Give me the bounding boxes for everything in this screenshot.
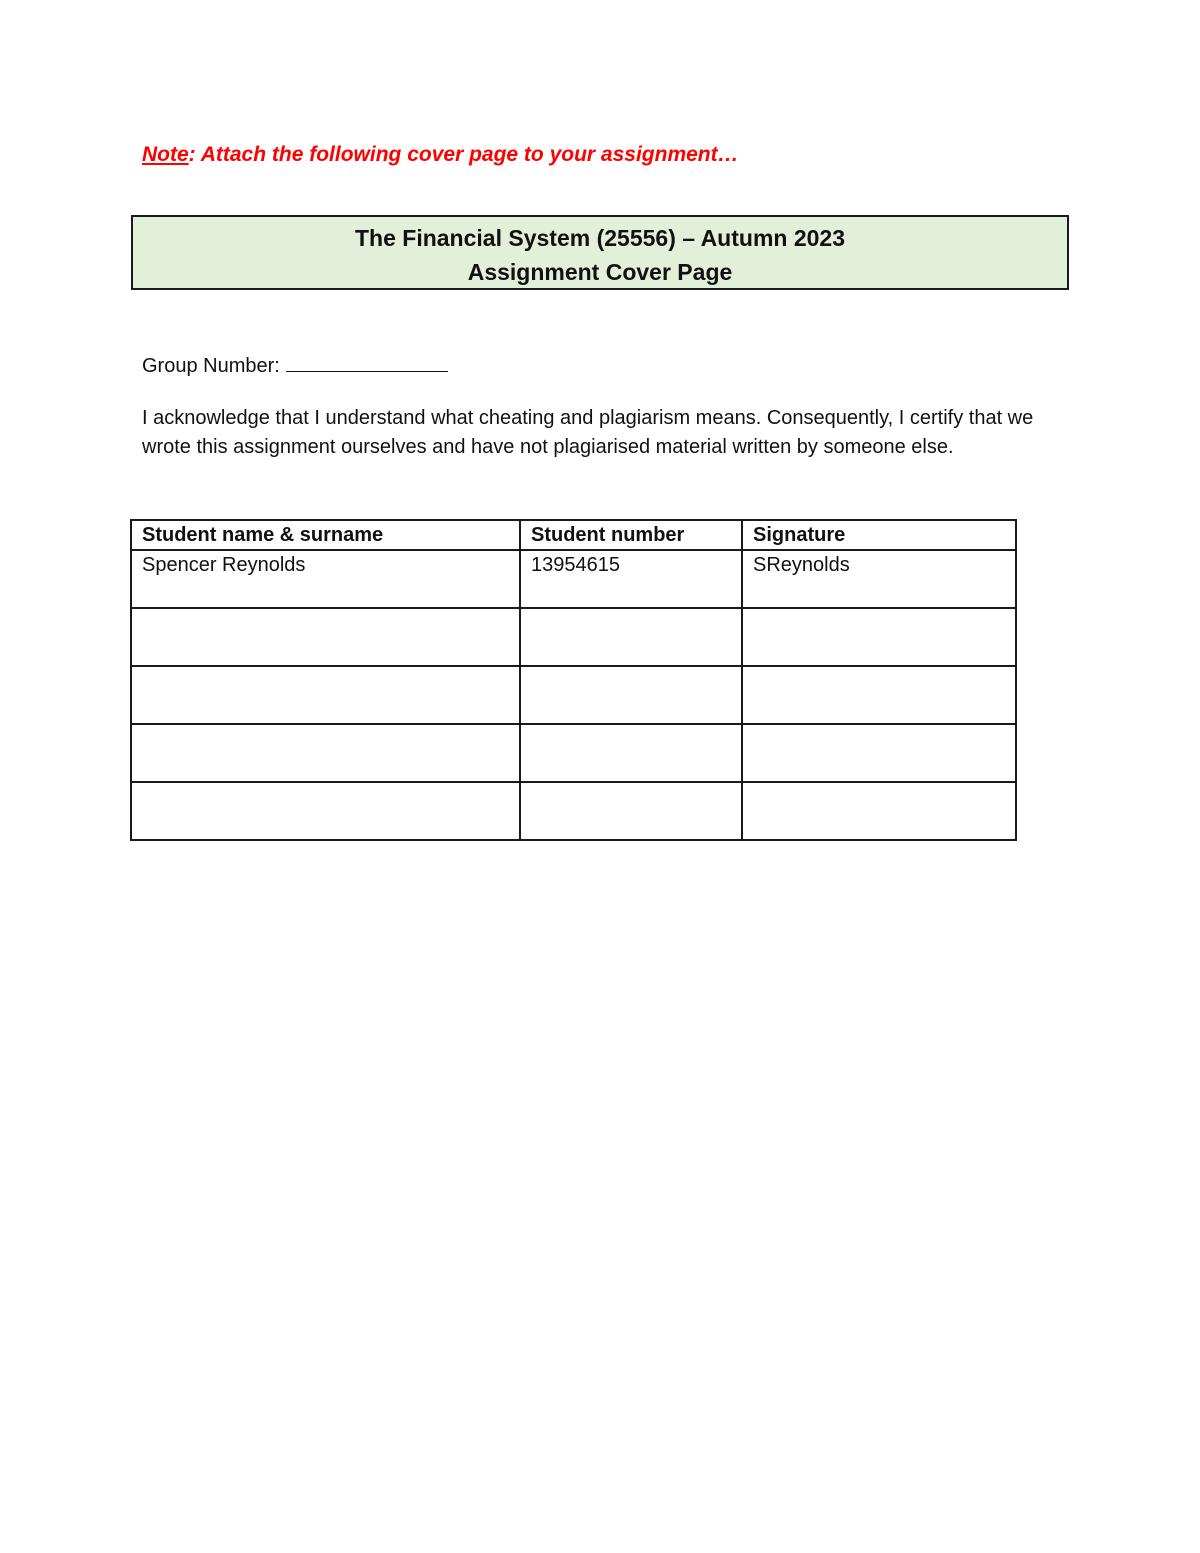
table-row [131, 724, 1016, 782]
signature-cell [742, 782, 1016, 840]
student-number-cell: 13954615 [520, 550, 742, 608]
group-number-label: Group Number: [142, 355, 280, 377]
student-name-cell [131, 608, 520, 666]
student-number-cell [520, 666, 742, 724]
table-row [131, 608, 1016, 666]
header-signature: Signature [742, 520, 1016, 550]
note-label: Note [142, 143, 189, 166]
course-title: The Financial System (25556) – Autumn 2023 [355, 225, 845, 251]
student-table [130, 519, 1017, 841]
student-number-cell [520, 782, 742, 840]
student-name-cell [131, 782, 520, 840]
note-text: : Attach the following cover page to your assignment… [188, 143, 739, 166]
cover-page-title: Assignment Cover Page [467, 259, 733, 285]
table-row [131, 666, 1016, 724]
student-number-cell [520, 608, 742, 666]
table-header-row [131, 520, 1016, 550]
table-row [131, 782, 1016, 840]
note [142, 143, 739, 167]
header-student-number: Student number [520, 520, 742, 550]
signature-cell: SReynolds [742, 550, 1016, 608]
student-number-cell [520, 724, 742, 782]
student-name-cell [131, 724, 520, 782]
group-number-field [142, 349, 448, 378]
header-student-name: Student name & surname [131, 520, 520, 550]
group-number-blank[interactable] [286, 349, 448, 372]
plagiarism-declaration: I acknowledge that I understand what cheating and plagiarism means. Consequently, I certify that we wrote this assignment ourselves and have not plagiarised material written by someone else. [142, 407, 1034, 458]
student-name-cell [131, 666, 520, 724]
student-name-cell: Spencer Reynolds [131, 550, 520, 608]
signature-cell [742, 666, 1016, 724]
signature-cell [742, 608, 1016, 666]
table-row [131, 550, 1016, 608]
cover-title-box [131, 215, 1069, 290]
signature-cell [742, 724, 1016, 782]
